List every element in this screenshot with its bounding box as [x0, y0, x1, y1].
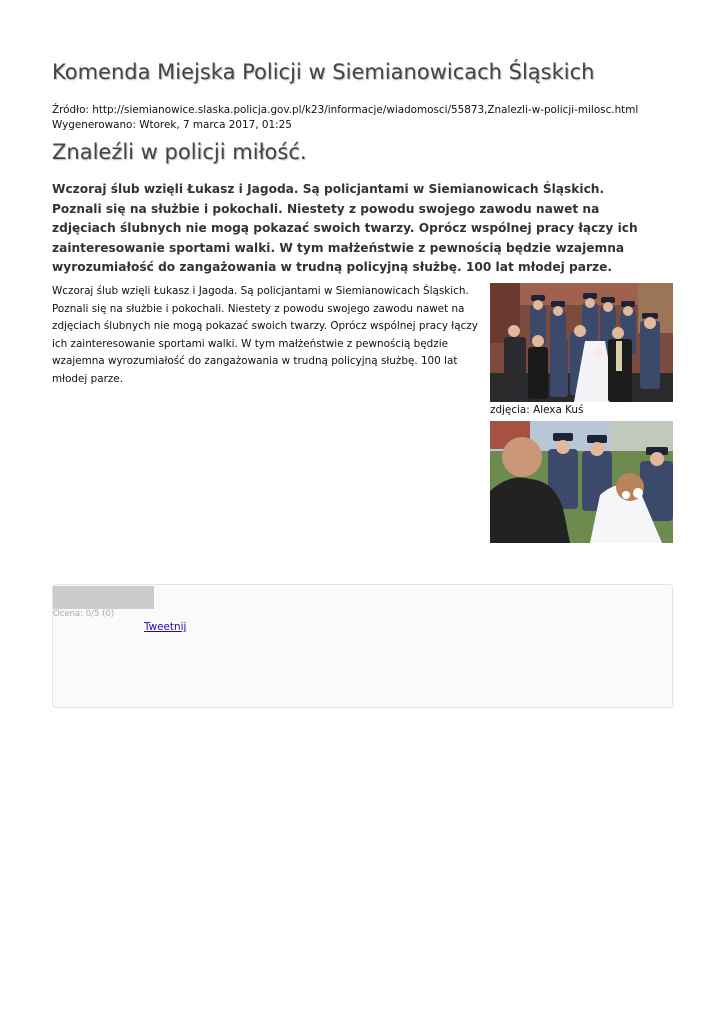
photo-caption: zdjęcia: Alexa Kuś — [490, 404, 584, 416]
wedding-ceremony-photo — [490, 421, 673, 543]
source-url: Źródło: http://siemianowice.slaska.policja.gov.pl/k23/informacje/wiadomosci/55873,Znalezli-w-policji-milosc.html — [52, 104, 639, 116]
document-meta — [52, 103, 638, 132]
rating-stars-bar[interactable] — [53, 586, 154, 609]
generated-date: Wygenerowano: Wtorek, 7 marca 2017, 01:25 — [52, 118, 292, 131]
tweet-link[interactable]: Tweetnij — [144, 621, 187, 633]
article-title: Znaleźli w policji miłość. — [52, 140, 307, 164]
rating-panel — [52, 584, 673, 708]
wedding-ceremony-photo-image — [490, 421, 673, 543]
rating-label: Ocena: 0/5 (0) — [53, 609, 115, 619]
wedding-group-photo — [490, 283, 673, 402]
article-lead: Wczoraj ślub wzięli Łukasz i Jagoda. Są policjantami w Siemianowicach Śląskich. Poznali się na służbie i pokochali. Niestety z powodu swojego zawodu nawet na zdjęciach ślubnych nie mogą pokazać swoich twarzy. Oprócz wspólnej pracy łączy ich zainteresowanie sportami walki. W tym małżeństwie z pewnością będzie wzajemna wyrozumiałość do zangażowania w trudną policyjną służbę. 100 lat młodej parze. — [52, 182, 638, 274]
site-title: Komenda Miejska Policji w Siemianowicach Śląskich — [52, 60, 595, 84]
article-body: Wczoraj ślub wzięli Łukasz i Jagoda. Są policjantami w Siemianowicach Śląskich. Poznali się na służbie i pokochali. Niestety z powodu swojego zawodu nawet na zdjęciach ślubnych nie mogą pokazać swoich twarzy. Oprócz wspólnej pracy łączy ich zainteresowanie sportami walki. W tym małżeństwie z pewnością będzie wzajemna wyrozumiałość do zangażowania w trudną policyjną służbę. 100 lat młodej parze. — [52, 285, 478, 385]
wedding-group-photo-image — [490, 283, 673, 402]
